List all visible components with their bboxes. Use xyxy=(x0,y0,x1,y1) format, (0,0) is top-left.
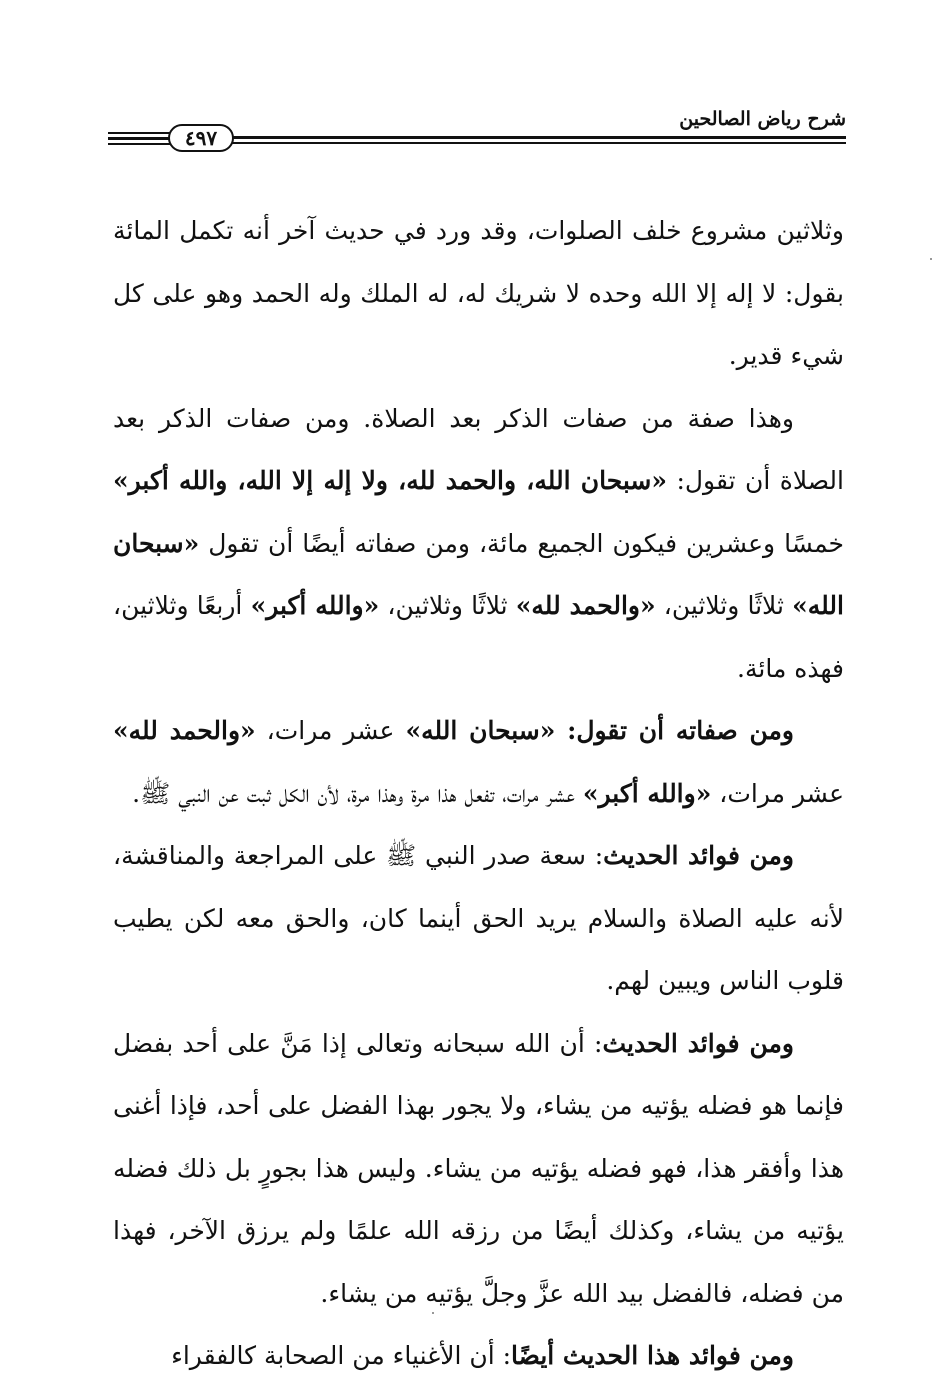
scan-speck xyxy=(930,258,932,260)
header-rule xyxy=(108,143,170,145)
text-run: : أن الأغنياء من الصحابة كالفقراء xyxy=(171,1341,512,1370)
page-header xyxy=(108,108,846,158)
paragraph xyxy=(113,700,844,825)
running-title: شرح رياض الصالحين xyxy=(679,108,846,130)
page-number-frame xyxy=(168,124,234,152)
header-rule xyxy=(108,132,170,134)
bold-text-run: «والحمد لله» xyxy=(515,591,656,620)
header-rule xyxy=(232,136,846,139)
text-run: : أن الله سبحانه وتعالى إذا مَنَّ على أحد بفضل فإنما هو فضله يؤتيه من يشاء، ولا يجور بهذا الفضل على أحد، فإذا أغنى هذا وأفقر هذا، فهو فضله يؤتيه من يشاء. وليس هذا بجورٍ بل ذلك فضله يؤتيه من يشاء، وكذلك أيضًا من رزقه الله علمًا ولم يرزق الآخر، فهذا من فضله، فالفضل بيد الله عزَّ وجلَّ يؤتيه من يشاء. xyxy=(113,1028,844,1308)
page-number: ٤٩٧ xyxy=(184,126,218,150)
bold-text-run: «والله أكبر» xyxy=(582,778,712,808)
text-run: وهذا صفة من صفات الذكر بعد الصلاة. ومن صفات الذكر بعد الصلاة أن تقول: xyxy=(113,403,844,495)
scan-speck xyxy=(432,1312,434,1314)
text-run: عشر مرات، xyxy=(255,716,406,745)
text-run: ثلاثًا وثلاثين، xyxy=(379,591,516,620)
text-run: عشر مرات، xyxy=(711,778,844,808)
paragraph xyxy=(113,388,844,701)
bold-text-run: «والله أكبر» xyxy=(250,591,380,620)
paragraph xyxy=(113,1325,844,1388)
body-text xyxy=(113,200,844,1388)
text-run: أربعًا وثلاثين، فهذه مائة. xyxy=(113,591,844,683)
text-run: وثلاثين مشروع خلف الصلوات، وقد ورد في حديث آخر أنه تكمل المائة بقول: لا إله إلا الله وحده لا شريك له، له الملك وله الحمد وهو على كل شيء قدير. xyxy=(113,216,844,370)
bold-text-run: ومن فوائد الحديث xyxy=(603,841,794,870)
paragraph xyxy=(113,825,844,1013)
paragraph xyxy=(113,200,844,388)
bold-text-run: «والحمد لله» xyxy=(113,716,256,745)
text-run: عشر مرات، تفعل هذا مرة وهذا مرة، لأن الكل ثبت عن النبي ﷺ. xyxy=(132,778,583,808)
header-rule xyxy=(108,137,170,140)
text-run: ثلاثًا وثلاثين، xyxy=(655,591,793,620)
bold-text-run: ومن صفاته أن تقول: xyxy=(555,716,794,745)
bold-text-run: ومن فوائد الحديث xyxy=(602,1028,794,1058)
bold-text-run: ومن فوائد هذا الحديث أيضًا xyxy=(511,1341,794,1370)
bold-text-run: «سبحان الله» xyxy=(405,716,556,745)
bold-text-run: «سبحان الله» xyxy=(113,528,844,620)
header-rule xyxy=(232,142,846,144)
paragraph xyxy=(113,1013,844,1326)
bold-text-run: «سبحان الله، والحمد لله، ولا إله إلا الله، والله أكبر» xyxy=(113,466,667,495)
text-run: خمسًا وعشرين فيكون الجميع مائة، ومن صفاته أيضًا أن تقول xyxy=(199,528,844,558)
text-run: : سعة صدر النبي ﷺ على المراجعة والمناقشة، لأنه عليه الصلاة والسلام يريد الحق أينما كان، والحق معه لكن يطيب قلوب الناس ويبين لهم. xyxy=(113,841,844,995)
